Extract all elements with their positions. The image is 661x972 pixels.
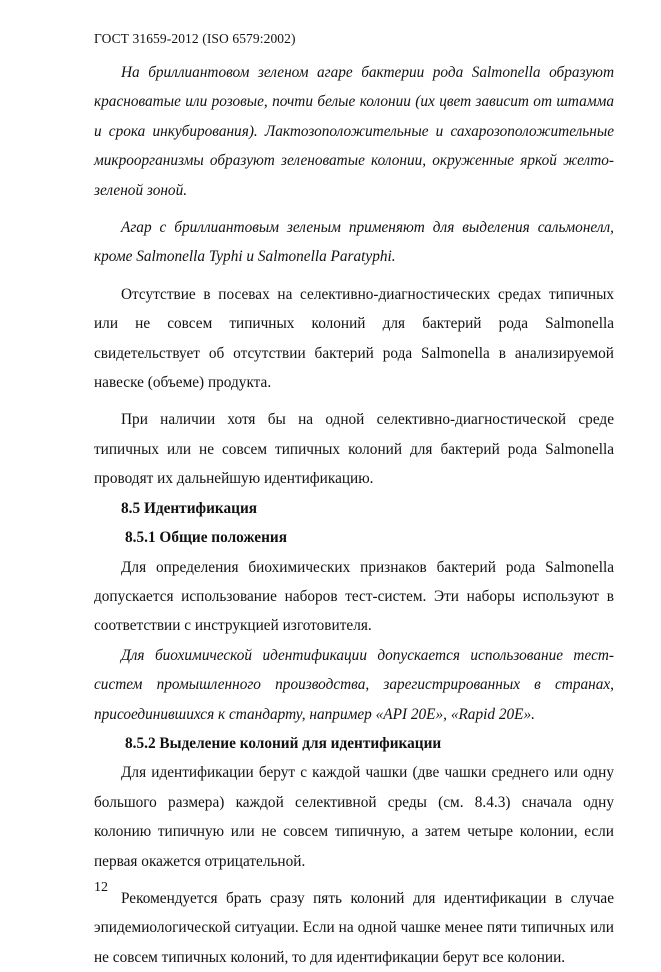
section-heading-8-5: 8.5 Идентификация <box>121 499 258 517</box>
paragraph-test-system-kits: Для определения биохимических признаков бактерий рода Salmonella допускается использование наборов тест-систем. Эти наборы используют в соответствии с инструкцией изготовителя. <box>94 558 614 635</box>
standard-header: ГОСТ 31659-2012 (ISO 6579:2002) <box>94 31 296 46</box>
paragraph-absence-of-colonies: Отсутствие в посевах на селективно-диагностических средах типичных или не совсем типичных колоний для бактерий рода Salmonella свидетельствует об отсутствии бактерий рода Salmonella в анализируемой навеске (объеме) продукта. <box>94 285 614 392</box>
paragraph-epidemiological-case: Рекомендуется брать сразу пять колоний для идентификации в случае эпидемиологической ситуации. Если на одной чашке менее пяти типичных или не совсем типичных колоний, то для идентификации берут все колонии. <box>94 889 614 966</box>
paragraph-colony-selection: Для идентификации берут с каждой чашки (две чашки среднего или одну большого размера) каждой селективной среды (см. 8.4.3) сначала одну колонию типичную или не совсем типичную, а затем четыре колонии, если первая окажется отрицательной. <box>94 764 614 870</box>
section-heading-8-5-2: 8.5.2 Выделение колоний для идентификации <box>125 734 442 752</box>
paragraph-further-identification: При наличии хотя бы на одной селективно-диагностической среде типичных или не совсем типичных колоний для бактерий рода Salmonella проводят их дальнейшую идентификацию. <box>94 411 614 488</box>
paragraph-brilliant-green-colonies: На бриллиантовом зеленом агаре бактерии рода Salmonella образуют красноватые или розовые, почти белые колонии (их цвет зависит от штамма и срока инкубирования). Лактозоположительные и сахарозоположительные микроорганизмы образуют зеленоватые колонии, окруженные яркой желто-зеленой зоной. <box>94 64 614 199</box>
paragraph-industrial-test-systems: Для биохимической идентификации допускается использование тест-систем промышленного производства, зарегистрированных в странах, присоединившихся к стандарту, например «API 20E», «Rapid 20E». <box>94 646 614 723</box>
section-heading-8-5-1: 8.5.1 Общие положения <box>125 529 287 547</box>
page-number: 12 <box>94 880 108 895</box>
paragraph-brilliant-green-usage: Агар с бриллиантовым зеленым применяют для выделения сальмонелл, кроме Salmonella Typhi и Salmonella Paratyphi. <box>94 219 614 266</box>
page-body <box>94 58 614 972</box>
